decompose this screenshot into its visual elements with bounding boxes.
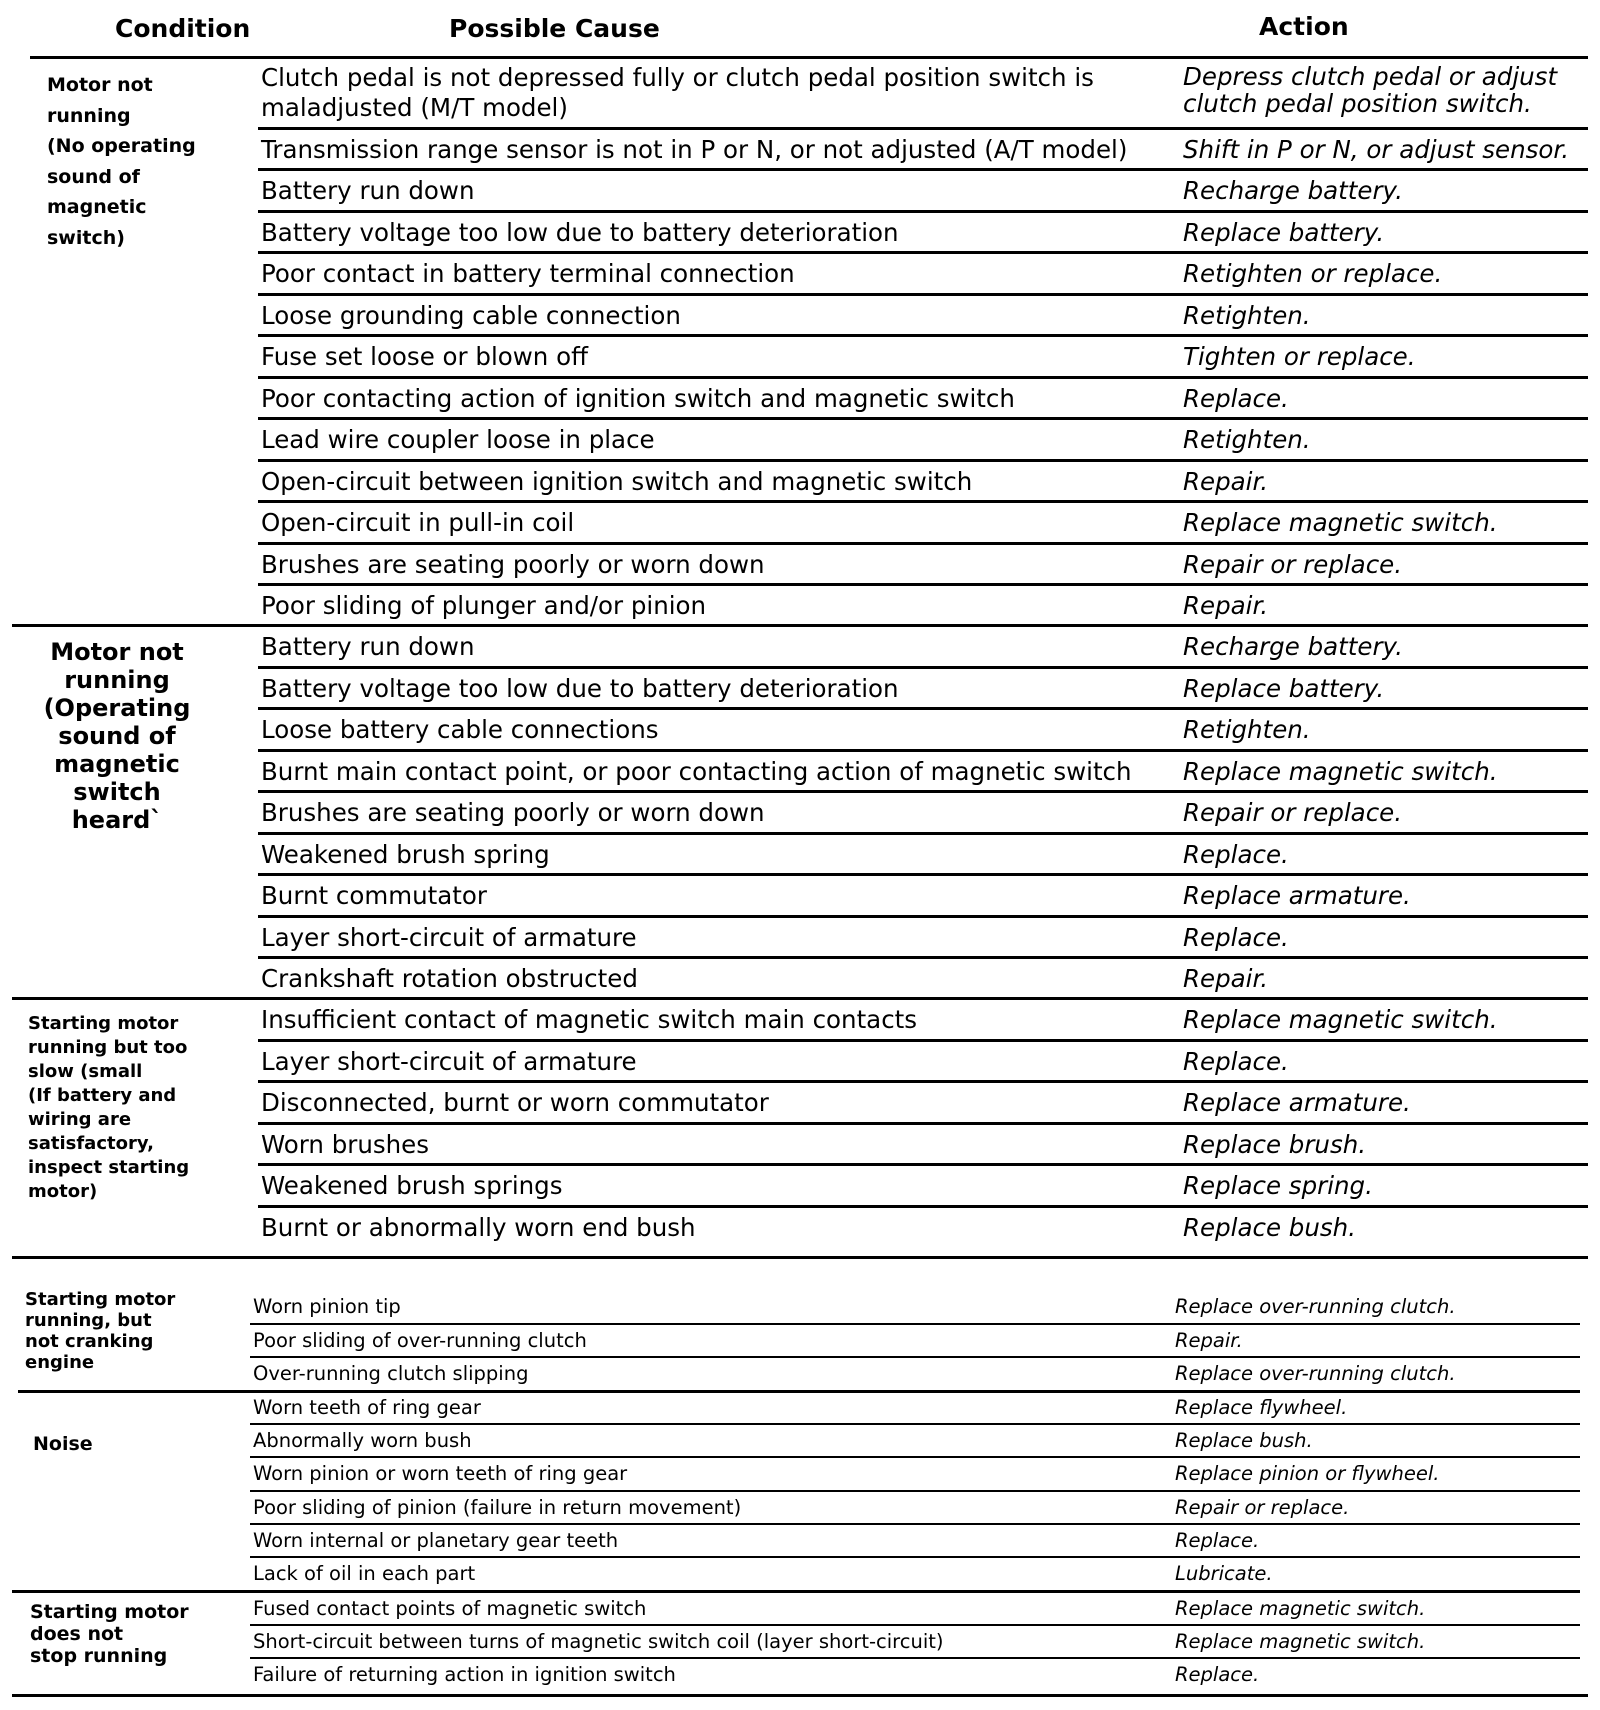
group-divider — [18, 1390, 1580, 1393]
cause-cell: Crankshaft rotation obstructed — [261, 964, 638, 993]
row-divider — [250, 1624, 1580, 1626]
action-cell: Repair. — [1183, 467, 1269, 496]
action-cell: Repair. — [1183, 591, 1269, 620]
action-cell: Retighten or replace. — [1183, 259, 1443, 288]
action-cell: Replace battery. — [1183, 218, 1385, 247]
action-cell: Replace armature. — [1183, 1088, 1411, 1117]
condition-label: Starting motor running but too slow (small (If battery and wiring are satisfactory, inspect starting motor) — [28, 1013, 190, 1202]
action-cell: Repair. — [1183, 964, 1269, 993]
table-bottom-rule — [12, 1694, 1588, 1697]
group-divider — [12, 1590, 1580, 1593]
action-cell: Lubricate. — [1175, 1562, 1273, 1585]
cause-cell: Poor contacting action of ignition switch and magnetic switch — [261, 384, 1015, 413]
action-cell: Replace magnetic switch. — [1175, 1630, 1426, 1653]
cause-cell: Worn teeth of ring gear — [253, 1396, 481, 1419]
cause-cell: Worn internal or planetary gear teeth — [253, 1529, 619, 1552]
cause-cell: Poor contact in battery terminal connection — [261, 259, 795, 288]
row-divider — [258, 1080, 1588, 1083]
row-divider — [250, 1523, 1580, 1525]
action-cell: Replace over-running clutch. — [1175, 1362, 1456, 1385]
cause-cell: Brushes are seating poorly or worn down — [261, 798, 765, 827]
action-cell: Recharge battery. — [1183, 176, 1403, 205]
row-divider — [258, 376, 1588, 379]
row-divider — [250, 1657, 1580, 1659]
action-cell: Replace magnetic switch. — [1183, 1005, 1498, 1034]
row-divider — [258, 500, 1588, 503]
action-cell: Depress clutch pedal or adjust clutch pedal position switch. — [1183, 62, 1558, 118]
row-divider — [258, 583, 1588, 586]
row-divider — [250, 1423, 1580, 1425]
action-cell: Replace spring. — [1183, 1171, 1373, 1200]
cause-cell: Worn pinion or worn teeth of ring gear — [253, 1462, 628, 1485]
cause-cell: Layer short-circuit of armature — [261, 1047, 637, 1076]
section-divider — [12, 1256, 1588, 1259]
cause-cell: Loose grounding cable connection — [261, 301, 681, 330]
row-divider — [258, 542, 1588, 545]
action-cell: Replace flywheel. — [1175, 1396, 1348, 1419]
action-cell: Recharge battery. — [1183, 632, 1403, 661]
row-divider — [250, 1456, 1580, 1458]
cause-cell: Transmission range sensor is not in P or N, or not adjusted (A/T model) — [261, 135, 1128, 164]
action-cell: Tighten or replace. — [1183, 342, 1416, 371]
cause-cell: Poor sliding of plunger and/or pinion — [261, 591, 707, 620]
row-divider — [258, 707, 1588, 710]
cause-cell: Burnt commutator — [261, 881, 487, 910]
action-cell: Replace magnetic switch. — [1175, 1597, 1426, 1620]
cause-cell: Insufficient contact of magnetic switch main contacts — [261, 1005, 918, 1034]
cause-cell: Burnt main contact point, or poor contacting action of magnetic switch — [261, 757, 1132, 786]
cause-cell: Battery voltage too low due to battery deterioration — [261, 218, 899, 247]
cause-cell: Weakened brush spring — [261, 840, 550, 869]
row-divider — [258, 1039, 1588, 1042]
row-divider — [258, 1163, 1588, 1166]
action-cell: Replace magnetic switch. — [1183, 508, 1498, 537]
cause-cell: Burnt or abnormally worn end bush — [261, 1213, 696, 1242]
cause-cell: Battery voltage too low due to battery deterioration — [261, 674, 899, 703]
row-divider — [258, 749, 1588, 752]
row-divider — [258, 956, 1588, 959]
condition-label: Starting motor running, but not cranking engine — [25, 1289, 176, 1373]
row-divider — [250, 1323, 1580, 1325]
cause-cell: Weakened brush springs — [261, 1171, 563, 1200]
action-cell: Replace. — [1175, 1663, 1260, 1686]
row-divider — [250, 1356, 1580, 1358]
header-action: Action — [1259, 12, 1349, 41]
cause-cell: Worn pinion tip — [253, 1295, 401, 1318]
condition-label: Motor not running (No operating sound of magnetic switch) — [47, 74, 196, 249]
group-divider — [12, 624, 1588, 627]
row-divider — [258, 832, 1588, 835]
row-divider — [258, 1122, 1588, 1125]
cause-cell: Brushes are seating poorly or worn down — [261, 550, 765, 579]
condition-label: Starting motor does not stop running — [30, 1601, 189, 1667]
action-cell: Replace brush. — [1183, 1130, 1367, 1159]
row-divider — [258, 873, 1588, 876]
cause-cell: Abnormally worn bush — [253, 1429, 472, 1452]
condition-label: Motor not running (Operating sound of magnetic switch heard` — [43, 638, 191, 834]
cause-cell: Worn brushes — [261, 1130, 430, 1159]
action-cell: Replace. — [1183, 923, 1289, 952]
cause-cell: Layer short-circuit of armature — [261, 923, 637, 952]
action-cell: Retighten. — [1183, 425, 1311, 454]
cause-cell: Failure of returning action in ignition switch — [253, 1663, 676, 1686]
row-divider — [258, 790, 1588, 793]
row-divider — [258, 210, 1588, 213]
cause-cell: Battery run down — [261, 176, 475, 205]
cause-cell: Loose battery cable connections — [261, 715, 659, 744]
row-divider — [258, 666, 1588, 669]
action-cell: Replace magnetic switch. — [1183, 757, 1498, 786]
cause-cell: Disconnected, burnt or worn commutator — [261, 1088, 769, 1117]
action-cell: Replace. — [1175, 1529, 1260, 1552]
cause-cell: Fused contact points of magnetic switch — [253, 1597, 647, 1620]
cause-cell: Short-circuit between turns of magnetic switch coil (layer short-circuit) — [253, 1630, 944, 1653]
action-cell: Repair or replace. — [1183, 550, 1403, 579]
action-cell: Repair. — [1175, 1329, 1243, 1352]
cause-cell: Open-circuit in pull-in coil — [261, 508, 575, 537]
cause-cell: Fuse set loose or blown off — [261, 342, 588, 371]
action-cell: Replace over-running clutch. — [1175, 1295, 1456, 1318]
row-divider — [258, 1205, 1588, 1208]
cause-cell: Poor sliding of over-running clutch — [253, 1329, 587, 1352]
action-cell: Replace bush. — [1175, 1429, 1313, 1452]
cause-cell: Over-running clutch slipping — [253, 1362, 529, 1385]
row-divider — [258, 459, 1588, 462]
header-rule — [30, 56, 1588, 59]
action-cell: Replace pinion or flywheel. — [1175, 1462, 1440, 1485]
action-cell: Replace armature. — [1183, 881, 1411, 910]
condition-label: Noise — [33, 1433, 93, 1455]
action-cell: Retighten. — [1183, 301, 1311, 330]
header-condition: Condition — [115, 14, 251, 43]
action-cell: Replace. — [1183, 840, 1289, 869]
row-divider — [258, 251, 1588, 254]
row-divider — [258, 334, 1588, 337]
action-cell: Replace battery. — [1183, 674, 1385, 703]
action-cell: Replace. — [1183, 384, 1289, 413]
action-cell: Repair or replace. — [1183, 798, 1403, 827]
action-cell: Replace. — [1183, 1047, 1289, 1076]
row-divider — [250, 1556, 1580, 1558]
cause-cell: Battery run down — [261, 632, 475, 661]
row-divider — [258, 127, 1588, 130]
cause-cell: Lack of oil in each part — [253, 1562, 476, 1585]
cause-cell: Lead wire coupler loose in place — [261, 425, 655, 454]
group-divider — [12, 997, 1588, 1000]
row-divider — [258, 293, 1588, 296]
cause-cell: Poor sliding of pinion (failure in return movement) — [253, 1496, 742, 1519]
action-cell: Repair or replace. — [1175, 1496, 1350, 1519]
header-possible-cause: Possible Cause — [449, 14, 660, 43]
row-divider — [258, 417, 1588, 420]
cause-cell: Clutch pedal is not depressed fully or clutch pedal position switch is maladjusted (M/T model) — [261, 63, 1094, 122]
row-divider — [250, 1490, 1580, 1492]
row-divider — [258, 168, 1588, 171]
action-cell: Shift in P or N, or adjust sensor. — [1183, 135, 1569, 164]
action-cell: Replace bush. — [1183, 1213, 1356, 1242]
row-divider — [258, 915, 1588, 918]
cause-cell: Open-circuit between ignition switch and magnetic switch — [261, 467, 973, 496]
action-cell: Retighten. — [1183, 715, 1311, 744]
